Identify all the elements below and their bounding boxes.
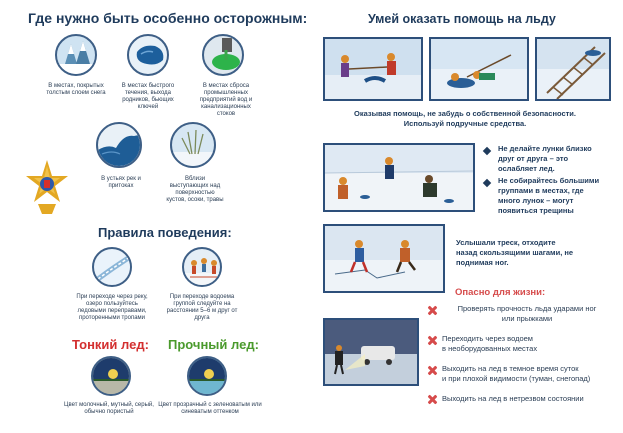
danger-3-line-2: и при плохой видимости (туман, снегопад) (442, 374, 591, 383)
rescue-scene-3 (535, 37, 611, 101)
caution-title: Где нужно быть особенно осторожным: (28, 10, 308, 26)
place-caption-1: В местах, покрытых толстым слоем снега (46, 83, 106, 96)
help-caption-line-1: Оказывая помощь, не забудь о собственной безопасности. (354, 109, 576, 118)
rescue-scene-2 (429, 37, 529, 101)
group-crossing-icon (182, 247, 222, 287)
emergency-emblem-icon (22, 158, 72, 218)
crack-text-line-1: Услышали треск, отходите (456, 238, 556, 247)
danger-x-icon-3 (428, 366, 437, 375)
tip-2-line-2: группами в местах, где (498, 186, 584, 195)
rules-title: Правила поведения: (98, 225, 232, 240)
danger-x-icon-4 (428, 395, 437, 404)
tip-bullet-1 (483, 147, 491, 155)
reeds-icon (170, 122, 216, 168)
help-title: Умей оказать помощь на льду (368, 12, 556, 26)
thin-ice-title: Тонкий лед: (72, 337, 149, 352)
strong-ice-caption: Цвет прозрачный с зеленоватым или синеватым оттенком (158, 402, 262, 415)
drain-pipe-icon (202, 34, 244, 76)
ice-path-icon (92, 247, 132, 287)
river-mouth-icon (96, 122, 142, 168)
help-caption-line-2: Используй подручные средства. (403, 119, 527, 128)
danger-3 (442, 364, 616, 384)
rule-caption-2: При переходе водоема группой следуйте на расстоянии 5–6 м друг от друга (166, 294, 238, 321)
danger-2 (442, 334, 562, 354)
tip-bullet-2 (483, 179, 491, 187)
tip-1-line-2: друг от друга – это (498, 154, 569, 163)
place-caption-3: В местах сброса промышленных предприятий вод и канализационных стоков (199, 83, 253, 117)
ice-hole-icon (127, 34, 169, 76)
danger-1 (442, 304, 612, 324)
danger-2-line-2: в необорудованных местах (442, 344, 538, 353)
crack-text-line-3: поднимая ног. (456, 258, 509, 267)
danger-2-line-1: Переходить через водоем (442, 334, 533, 343)
tip-2-line-4: появиться трещины (498, 206, 574, 215)
danger-3-line-1: Выходить на лед в темное время суток (442, 364, 579, 373)
snowy-trees-icon (55, 34, 97, 76)
place-caption-4: В устьях рек и притоках (101, 176, 141, 189)
danger-4 (442, 394, 616, 404)
strong-ice-icon (187, 356, 227, 396)
rescue-scene-1 (323, 37, 423, 101)
ice-fishing-scene (323, 143, 475, 212)
tip-1 (498, 144, 614, 174)
danger-x-icon-2 (428, 336, 437, 345)
place-caption-2: В местах быстрого течения, выхода родников, бьющих ключей (121, 83, 175, 110)
help-caption (320, 109, 610, 129)
danger-1-line-2: или прыжками (501, 314, 553, 323)
crack-text-line-2: назад скользящими шагами, не (456, 248, 574, 257)
tip-2-line-1: Не собирайтесь большими (498, 176, 600, 185)
rule-caption-1: При переходе через реку, озеро пользуйтесь ледовыми переправами, проторенными тропами (76, 294, 148, 321)
danger-4-line-1: Выходить на лед в нетрезвом состоянии (442, 394, 584, 403)
tip-1-line-3: ослабляет лед. (498, 164, 555, 173)
danger-title: Опасно для жизни: (455, 287, 546, 298)
tip-1-line-1: Не делайте лунки близко (498, 144, 592, 153)
tip-2-line-3: много лунок – могут (498, 196, 574, 205)
place-caption-5: Вблизи выступающих над поверхностью кустов, осоки, травы (166, 176, 224, 203)
tip-2 (498, 176, 614, 216)
thin-ice-icon (91, 356, 131, 396)
danger-x-icon-1 (428, 306, 437, 315)
crack-text (456, 238, 616, 268)
thin-ice-caption: Цвет молочный, мутный, серый, обычно пористый (64, 402, 154, 415)
night-ice-scene (323, 318, 419, 386)
strong-ice-title: Прочный лед: (168, 337, 259, 352)
ice-crack-scene (323, 224, 445, 293)
danger-1-line-1: Проверять прочность льда ударами ног (457, 304, 597, 313)
